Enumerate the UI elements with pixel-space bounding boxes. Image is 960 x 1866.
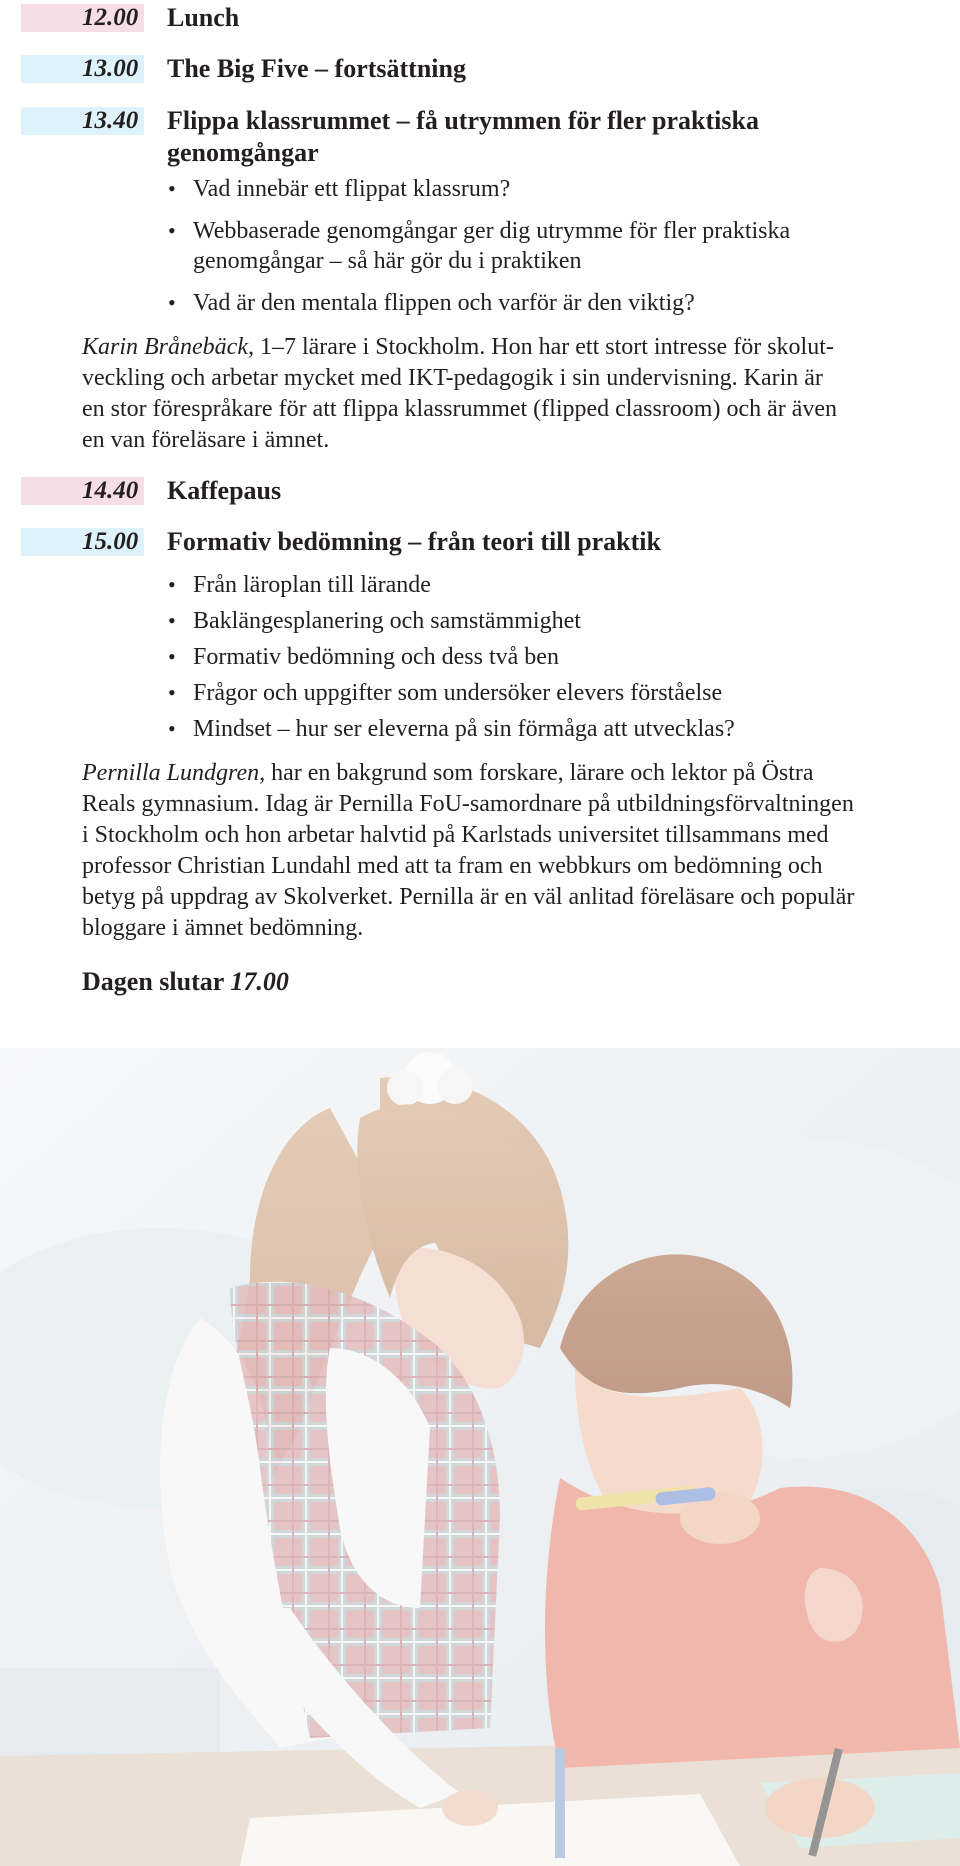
topic-item: • Formativ bedömning och dess två ben bbox=[167, 642, 867, 672]
day-end-time: 17.00 bbox=[230, 967, 289, 996]
speaker-bio bbox=[82, 758, 882, 944]
classroom-photo bbox=[0, 1048, 960, 1866]
session-title-line: genomgångar bbox=[167, 138, 319, 167]
topic-item: • Mindset – hur ser eleverna på sin förmåga att utvecklas? bbox=[167, 714, 867, 744]
session-time: 12.00 bbox=[82, 4, 139, 31]
speaker-description: har en bakgrund som forskare, lärare och lektor på Östra Reals gymnasium. Idag är Pernilla FoU-samordnare på utbildningsförvaltningen i Stockholm och hon arbetar halvtid på Karlstads universitet tillsammans med professor Christian Lundahl med att ta fram en webbkurs om bedömning och betyg på uppdrag av Skolverket. Pernilla är en väl anlitad föreläsare och populär bloggare i ämnet bedömning. bbox=[82, 760, 855, 941]
topic-item: • Baklängesplanering och samstämmighet bbox=[167, 606, 867, 636]
session-time: 13.40 bbox=[82, 107, 139, 134]
topic-item: • Från läroplan till lärande bbox=[167, 570, 867, 600]
session-title: The Big Five – fortsättning bbox=[167, 54, 466, 83]
day-end-note bbox=[82, 966, 289, 997]
speaker-name: Karin Brånebäck, bbox=[82, 334, 254, 360]
topic-item: • Frågor och uppgifter som undersöker elevers förståelse bbox=[167, 678, 867, 708]
session-time: 14.40 bbox=[82, 477, 139, 504]
topic-item: • Webbaserade genomgångar ger dig utrymme för fler praktiska genomgångar – så här gör du i praktiken bbox=[167, 216, 847, 276]
children-reading-illustration bbox=[0, 1048, 960, 1866]
topic-list bbox=[167, 570, 867, 750]
session-title: Formativ bedömning – från teori till praktik bbox=[167, 527, 661, 556]
session-time: 15.00 bbox=[82, 528, 139, 555]
session-title-line: Flippa klassrummet – få utrymmen för fler praktiska bbox=[167, 106, 759, 135]
day-end-label: Dagen slutar bbox=[82, 967, 224, 996]
session-time: 13.00 bbox=[82, 55, 139, 82]
topic-item: • Vad är den mentala flippen och varför är den viktig? bbox=[167, 288, 847, 318]
session-title: Lunch bbox=[167, 3, 240, 32]
session-title: Kaffepaus bbox=[167, 476, 282, 505]
speaker-name: Pernilla Lundgren, bbox=[82, 760, 266, 786]
topic-list bbox=[167, 174, 847, 330]
speaker-description: 1–7 lärare i Stockholm. Hon har ett stort intresse för skolut- veckling och arbetar mycket med IKT-pedagogik i sin undervisning. Karin är en stor förespråkare för att flippa klassrummet (flipped classroom) och är även en van föreläsare i ämnet. bbox=[82, 334, 838, 453]
topic-item: • Vad innebär ett flippat klassrum? bbox=[167, 174, 847, 204]
speaker-bio bbox=[82, 332, 882, 456]
